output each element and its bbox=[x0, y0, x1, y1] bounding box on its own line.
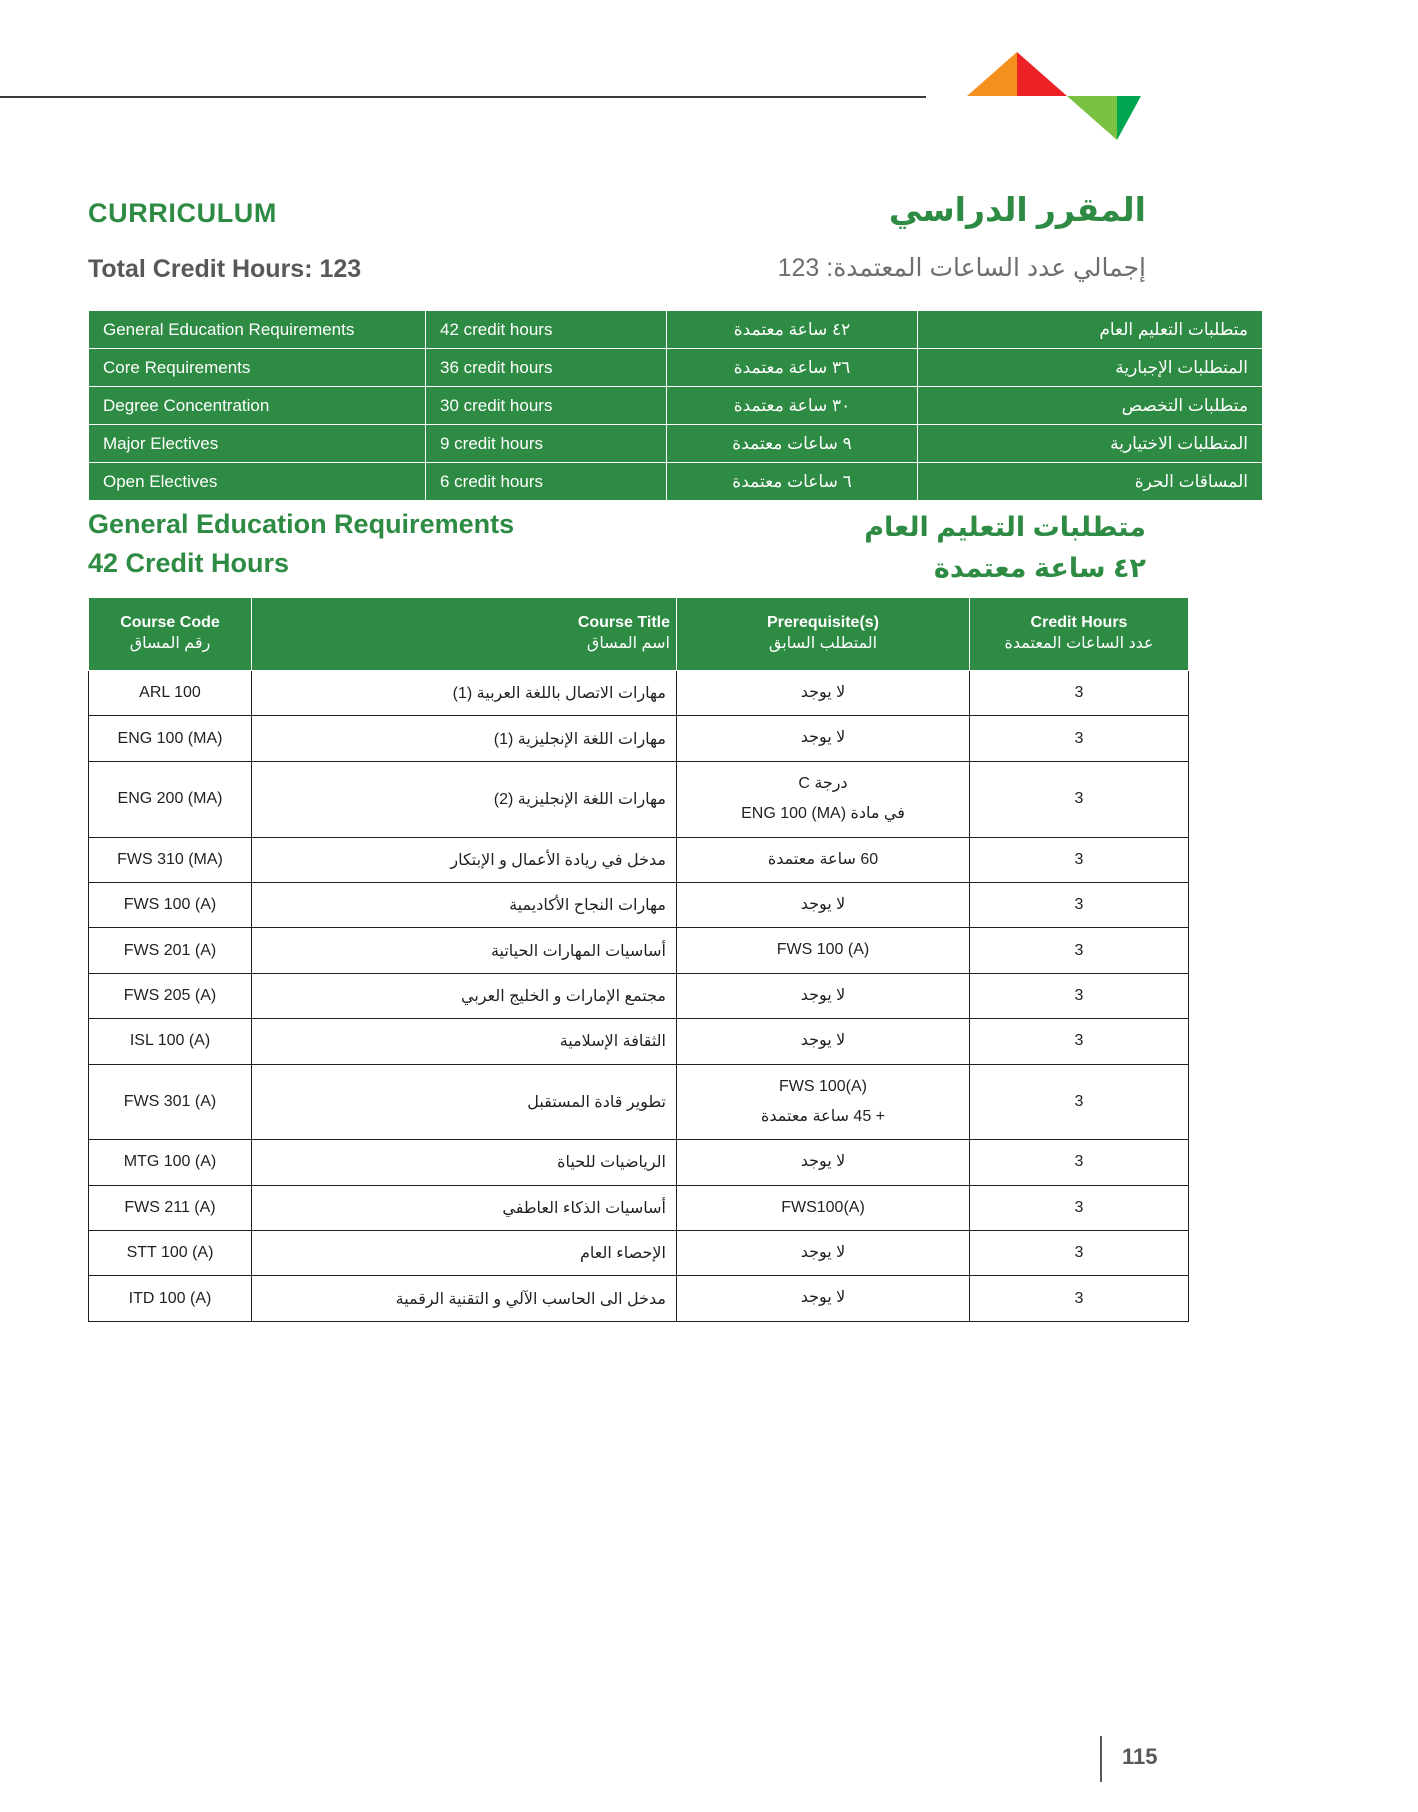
column-header-en: Prerequisite(s) bbox=[766, 614, 880, 632]
course-title-cell: مدخل في ريادة الأعمال و الإبتكار bbox=[252, 837, 677, 882]
column-header-ar: المتطلب السابق bbox=[768, 635, 878, 653]
prerequisite-line: لا يوجد bbox=[800, 684, 846, 701]
section-heading bbox=[88, 505, 1146, 595]
column-header-ar: اسم المساق bbox=[586, 635, 670, 653]
prerequisite-line: FWS 100(A) bbox=[778, 1077, 867, 1095]
table-row bbox=[89, 928, 1189, 973]
page-title-en: CURRICULUM bbox=[88, 198, 277, 228]
column-header-course-code bbox=[89, 598, 252, 671]
section-heading-en-line1: General Education Requirements bbox=[88, 509, 515, 539]
page-subtitle-row bbox=[88, 255, 1146, 299]
table-row bbox=[89, 425, 1263, 463]
section-heading-en bbox=[88, 505, 514, 583]
column-header-prerequisites bbox=[677, 598, 970, 671]
section-heading-ar-line2: ٤٢ ساعة معتمدة bbox=[933, 552, 1146, 583]
course-code-cell: STT 100 (A) bbox=[89, 1231, 252, 1276]
table-row bbox=[89, 463, 1263, 501]
course-code-cell: FWS 310 (MA) bbox=[89, 837, 252, 882]
prerequisite-line: درجة C bbox=[798, 774, 848, 792]
prerequisite-line: لا يوجد bbox=[800, 895, 846, 913]
course-code-cell: ISL 100 (A) bbox=[89, 1019, 252, 1064]
column-header-credit-hours bbox=[970, 598, 1189, 671]
course-code-cell: ENG 100 (MA) bbox=[89, 716, 252, 761]
course-title-cell: مجتمع الإمارات و الخليج العربي bbox=[252, 973, 677, 1018]
course-title-cell: الإحصاء العام bbox=[252, 1231, 677, 1276]
page-title-ar: المقرر الدراسي bbox=[888, 191, 1146, 228]
summary-label-en: Major Electives bbox=[89, 425, 426, 463]
column-header-ar: عدد الساعات المعتمدة bbox=[1004, 635, 1154, 653]
header-divider-rule bbox=[0, 96, 926, 98]
prerequisite-cell bbox=[677, 1019, 970, 1064]
credit-hours-cell: 3 bbox=[970, 882, 1189, 927]
prerequisite-line: لا يوجد bbox=[800, 729, 846, 747]
prerequisite-line: في مادة ENG 100 (MA) bbox=[741, 805, 905, 823]
credit-hours-cell: 3 bbox=[970, 671, 1189, 716]
institution-logo-icon bbox=[955, 48, 1145, 144]
summary-hours-en: 42 credit hours bbox=[426, 311, 667, 349]
summary-hours-ar: ٦ ساعات معتمدة bbox=[667, 463, 918, 501]
prerequisite-cell bbox=[677, 837, 970, 882]
summary-label-ar: المتطلبات الاختيارية bbox=[918, 425, 1263, 463]
page-number: 115 bbox=[1122, 1744, 1158, 1769]
table-row bbox=[89, 1276, 1189, 1321]
section-heading-ar bbox=[864, 507, 1146, 588]
course-title-cell: مهارات النجاح الأكاديمية bbox=[252, 882, 677, 927]
summary-label-ar: متطلبات التخصص bbox=[918, 387, 1263, 425]
prerequisite-cell bbox=[677, 1064, 970, 1140]
credit-hours-cell: 3 bbox=[970, 716, 1189, 761]
course-title-cell: تطوير قادة المستقبل bbox=[252, 1064, 677, 1140]
credit-hours-cell: 3 bbox=[970, 928, 1189, 973]
prerequisite-line: لا يوجد bbox=[800, 1244, 846, 1262]
course-code-cell: FWS 205 (A) bbox=[89, 973, 252, 1018]
prerequisite-line: لا يوجد bbox=[800, 1153, 846, 1171]
summary-hours-ar: ٩ ساعات معتمدة bbox=[667, 425, 918, 463]
credit-hours-cell: 3 bbox=[970, 973, 1189, 1018]
summary-hours-en: 9 credit hours bbox=[426, 425, 667, 463]
credit-hours-cell: 3 bbox=[970, 1019, 1189, 1064]
table-row bbox=[89, 716, 1189, 761]
course-code-cell: MTG 100 (A) bbox=[89, 1140, 252, 1185]
section-heading-ar-line1: متطلبات التعليم العام bbox=[864, 512, 1146, 542]
table-row bbox=[89, 671, 1189, 716]
column-header-en: Course Title bbox=[577, 614, 670, 632]
course-title-cell: الرياضيات للحياة bbox=[252, 1140, 677, 1185]
table-header-row bbox=[89, 598, 1189, 671]
table-row bbox=[89, 837, 1189, 882]
credit-hours-cell: 3 bbox=[970, 1185, 1189, 1230]
prerequisite-cell bbox=[677, 1140, 970, 1185]
summary-label-en: General Education Requirements bbox=[89, 311, 426, 349]
summary-hours-ar: ٤٢ ساعة معتمدة bbox=[667, 311, 918, 349]
credit-hours-cell: 3 bbox=[970, 1140, 1189, 1185]
prerequisite-cell bbox=[677, 1276, 970, 1321]
prerequisite-line: + 45 ساعة معتمدة bbox=[760, 1107, 886, 1125]
course-title-cell: مهارات الاتصال باللغة العربية (1) bbox=[252, 671, 677, 716]
summary-label-en: Open Electives bbox=[89, 463, 426, 501]
prerequisite-line: لا يوجد bbox=[800, 1289, 846, 1307]
summary-label-ar: المتطلبات الإجبارية bbox=[918, 349, 1263, 387]
table-row bbox=[89, 1019, 1189, 1064]
credit-hours-cell: 3 bbox=[970, 1276, 1189, 1321]
column-header-en: Course Code bbox=[120, 614, 220, 632]
credit-hours-cell: 3 bbox=[970, 1231, 1189, 1276]
course-code-cell: FWS 211 (A) bbox=[89, 1185, 252, 1230]
table-row bbox=[89, 761, 1189, 837]
prerequisite-line: FWS100(A) bbox=[781, 1198, 865, 1216]
summary-label-en: Core Requirements bbox=[89, 349, 426, 387]
summary-label-ar: المساقات الحرة bbox=[918, 463, 1263, 501]
table-row bbox=[89, 1064, 1189, 1140]
requirements-summary-table bbox=[88, 310, 1263, 501]
total-credit-hours-ar: إجمالي عدد الساعات المعتمدة: 123 bbox=[777, 254, 1146, 282]
course-code-cell: ITD 100 (A) bbox=[89, 1276, 252, 1321]
course-table-head bbox=[89, 598, 1189, 671]
summary-hours-en: 30 credit hours bbox=[426, 387, 667, 425]
summary-hours-en: 36 credit hours bbox=[426, 349, 667, 387]
credit-hours-cell: 3 bbox=[970, 1064, 1189, 1140]
course-title-cell: أساسيات الذكاء العاطفي bbox=[252, 1185, 677, 1230]
course-code-cell: FWS 201 (A) bbox=[89, 928, 252, 973]
table-row bbox=[89, 387, 1263, 425]
prerequisite-cell bbox=[677, 761, 970, 837]
course-title-cell: مهارات اللغة الإنجليزية (1) bbox=[252, 716, 677, 761]
table-row bbox=[89, 1140, 1189, 1185]
summary-hours-en: 6 credit hours bbox=[426, 463, 667, 501]
column-header-ar: رقم المساق bbox=[129, 635, 211, 653]
credit-hours-cell: 3 bbox=[970, 761, 1189, 837]
prerequisite-cell bbox=[677, 882, 970, 927]
page-header bbox=[0, 0, 1418, 160]
prerequisite-cell bbox=[677, 1185, 970, 1230]
prerequisite-cell bbox=[677, 671, 970, 716]
general-education-courses-table bbox=[88, 597, 1189, 1322]
section-heading-en-line2: 42 Credit Hours bbox=[88, 548, 290, 579]
summary-hours-ar: ٣٦ ساعة معتمدة bbox=[667, 349, 918, 387]
total-credit-hours-en: Total Credit Hours: 123 bbox=[88, 255, 362, 283]
table-row bbox=[89, 311, 1263, 349]
prerequisite-line: لا يوجد bbox=[800, 986, 846, 1004]
prerequisite-line: FWS 100 (A) bbox=[776, 941, 870, 959]
summary-label-en: Degree Concentration bbox=[89, 387, 426, 425]
summary-label-ar: متطلبات التعليم العام bbox=[918, 311, 1263, 349]
column-header-en: Credit Hours bbox=[1030, 614, 1128, 632]
prerequisite-line: لا يوجد bbox=[800, 1032, 846, 1050]
prerequisite-line: 60 ساعة معتمدة bbox=[767, 850, 879, 868]
page-footer bbox=[1100, 1740, 1340, 1786]
page-title-row bbox=[88, 191, 1146, 254]
course-title-cell: أساسيات المهارات الحياتية bbox=[252, 928, 677, 973]
table-row bbox=[89, 973, 1189, 1018]
course-title-cell: مدخل الى الحاسب الآلي و التقنية الرقمية bbox=[252, 1276, 677, 1321]
table-row bbox=[89, 1185, 1189, 1230]
prerequisite-cell bbox=[677, 928, 970, 973]
prerequisite-cell bbox=[677, 716, 970, 761]
prerequisite-cell bbox=[677, 1231, 970, 1276]
summary-table-body bbox=[89, 311, 1263, 501]
table-row bbox=[89, 882, 1189, 927]
table-row bbox=[89, 1231, 1189, 1276]
course-code-cell: FWS 301 (A) bbox=[89, 1064, 252, 1140]
summary-hours-ar: ٣٠ ساعة معتمدة bbox=[667, 387, 918, 425]
column-header-course-title bbox=[252, 598, 677, 671]
course-code-cell: ENG 200 (MA) bbox=[89, 761, 252, 837]
course-code-cell: ARL 100 bbox=[89, 671, 252, 716]
course-code-cell: FWS 100 (A) bbox=[89, 882, 252, 927]
footer-divider-rule bbox=[1100, 1736, 1102, 1782]
course-title-cell: مهارات اللغة الإنجليزية (2) bbox=[252, 761, 677, 837]
table-row bbox=[89, 349, 1263, 387]
course-table-body bbox=[89, 671, 1189, 1322]
credit-hours-cell: 3 bbox=[970, 837, 1189, 882]
course-title-cell: الثقافة الإسلامية bbox=[252, 1019, 677, 1064]
prerequisite-cell bbox=[677, 973, 970, 1018]
